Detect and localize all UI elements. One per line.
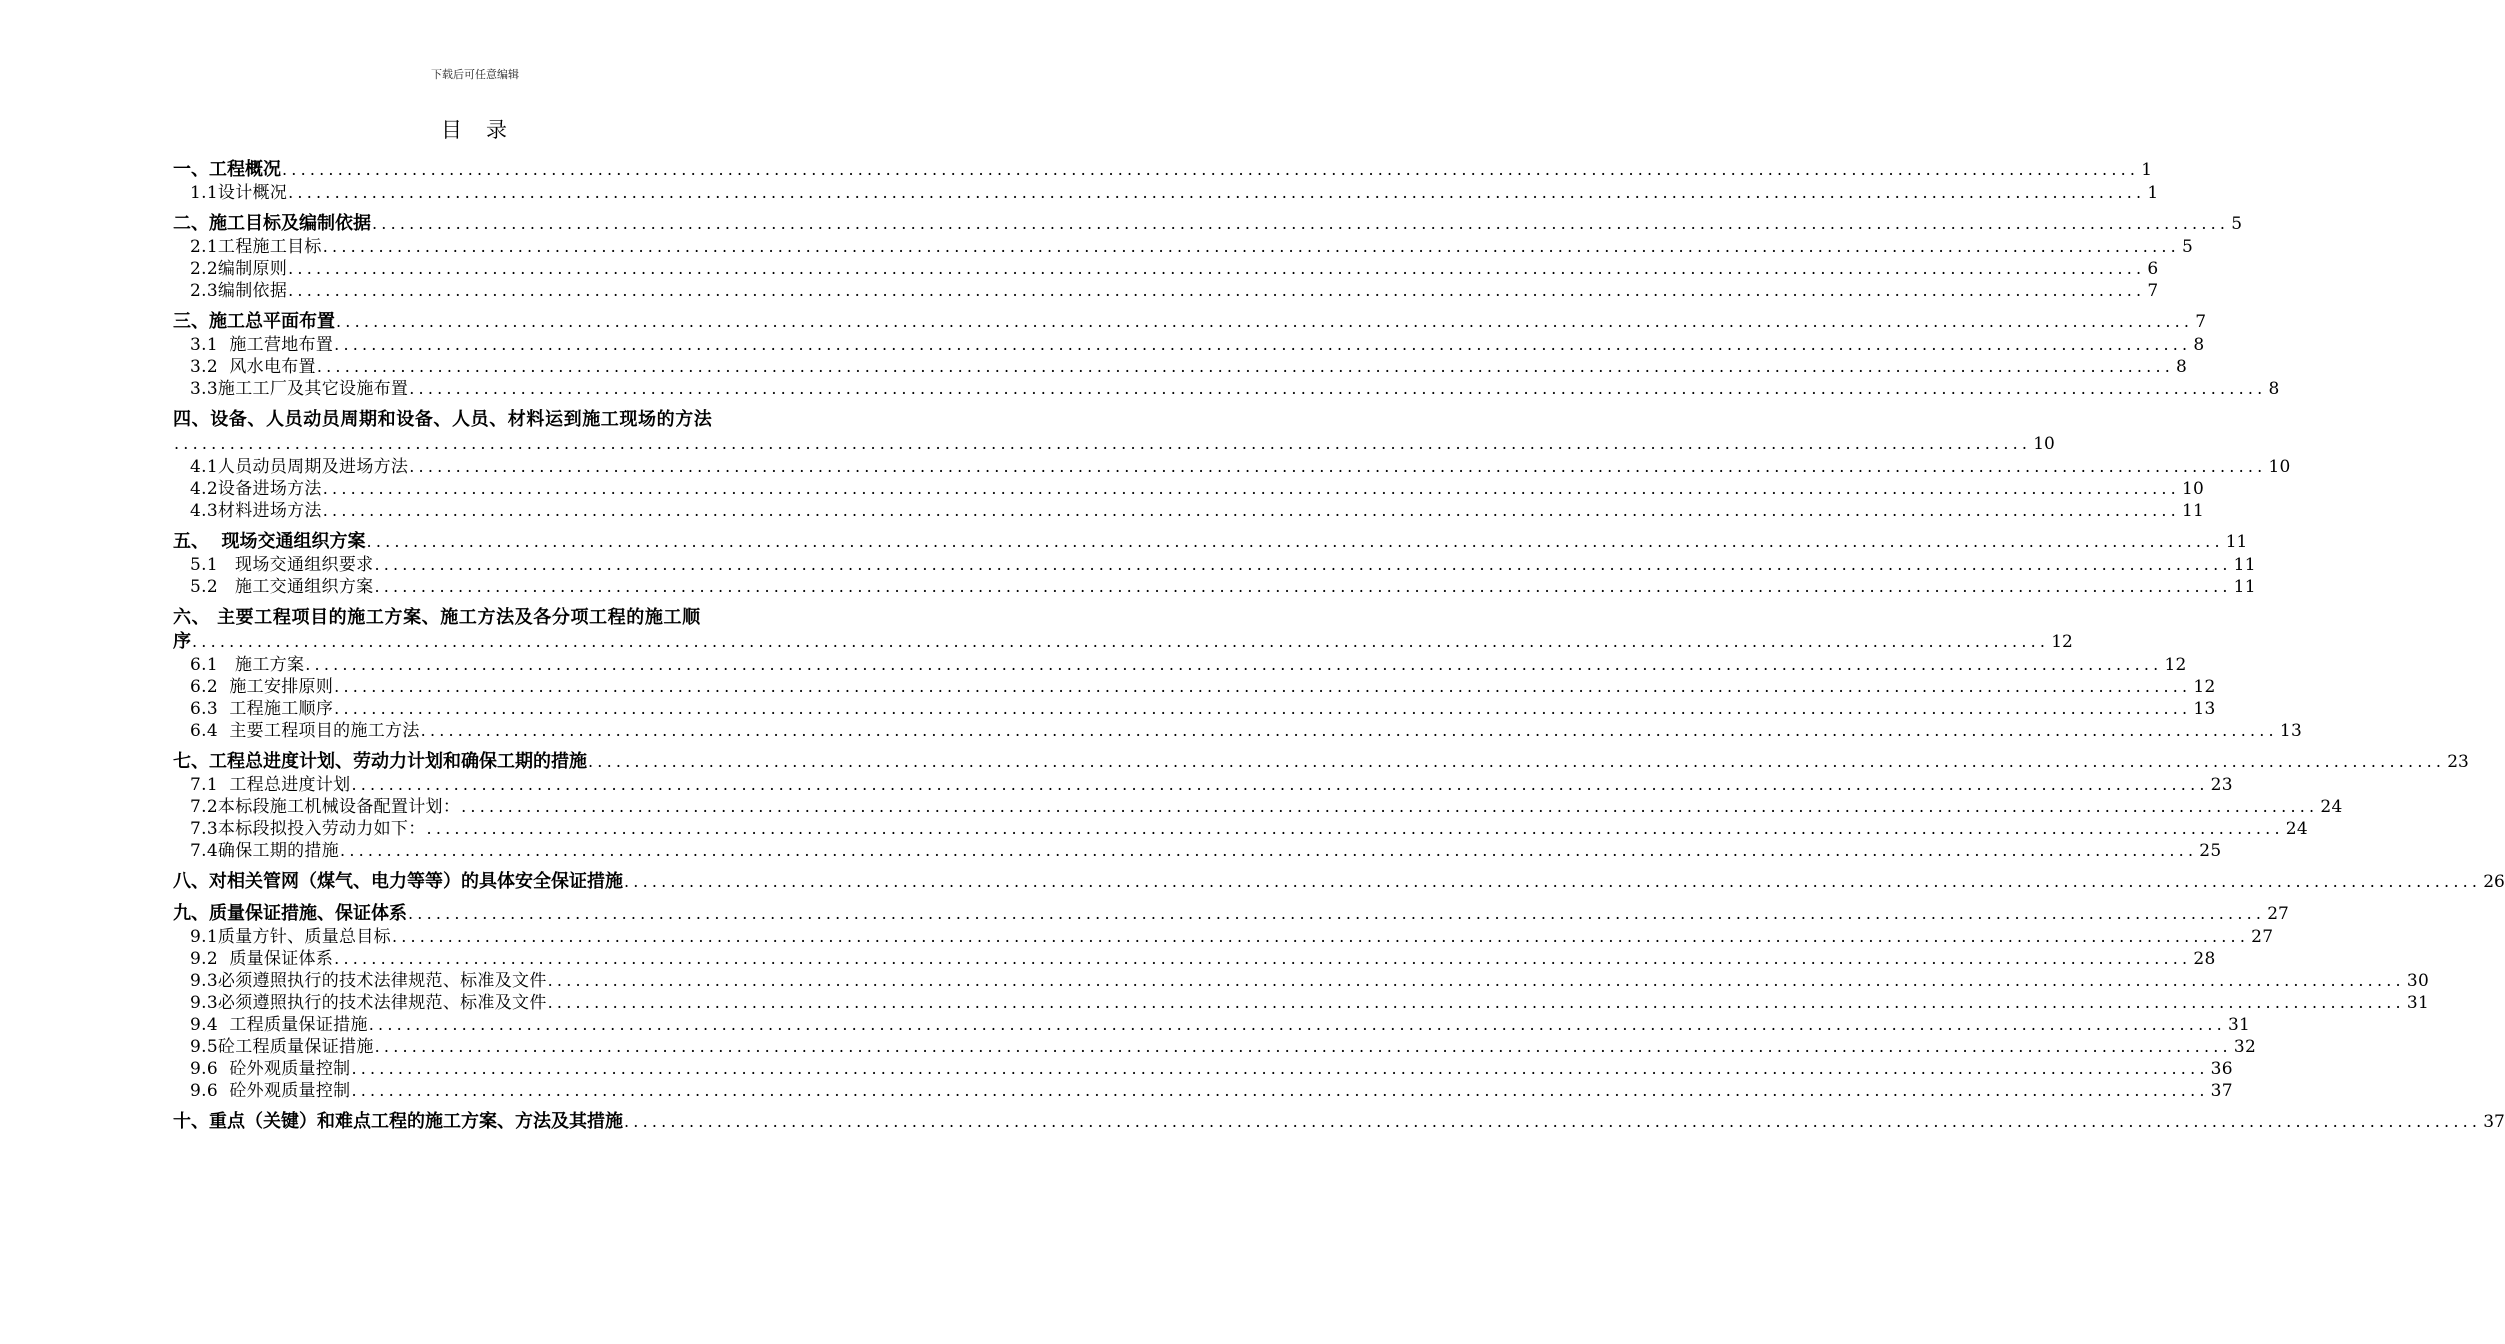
dot-leader: ........................................................................................................................................................................................................ xyxy=(322,501,2180,520)
toc-entry-level1[interactable] xyxy=(173,1110,2505,1134)
dot-leader: ........................................................................................................................................................................................................ xyxy=(288,183,2146,202)
dot-leader: ........................................................................................................................................................................................................ xyxy=(372,214,2230,233)
toc-entry-level2[interactable] xyxy=(173,1080,2233,1102)
toc-entry-level1[interactable] xyxy=(173,902,2289,926)
toc-entry-level2[interactable] xyxy=(173,818,2308,840)
toc-page-number: 30 xyxy=(2406,971,2430,991)
toc-entry-level2[interactable] xyxy=(173,182,2159,204)
toc-entry-label: 2.2编制原则 xyxy=(190,259,288,279)
dot-leader: ........................................................................................................................................................................................................ xyxy=(588,752,2446,771)
toc-entry-level1[interactable] xyxy=(173,212,2243,236)
toc-entry-label: 3.2 风水电布置 xyxy=(190,357,316,377)
toc-entry-level2[interactable] xyxy=(173,1058,2233,1080)
dot-leader: ........................................................................................................................................................................................................ xyxy=(391,927,2250,946)
title-right: 录 xyxy=(486,118,509,142)
toc-entry-label: 7.2本标段施工机械设备配置计划： xyxy=(190,797,461,817)
toc-entry-label: 八、对相关管网（煤气、电力等等）的具体安全保证措施 xyxy=(173,871,623,892)
toc-entry-level1[interactable] xyxy=(173,630,2073,654)
toc-entry-label: 5.1 现场交通组织要求 xyxy=(190,555,374,575)
toc-entry-level1[interactable] xyxy=(173,310,2207,334)
toc-entry-label: 十、重点（关键）和难点工程的施工方案、方法及其措施 xyxy=(173,1111,623,1132)
dot-leader: ........................................................................................................................................................................................................ xyxy=(351,1081,2209,1100)
dot-leader: ........................................................................................................................................................................................................ xyxy=(316,357,2175,376)
dot-leader: ........................................................................................................................................................................................................ xyxy=(351,775,2209,794)
toc-entry-level2[interactable] xyxy=(173,258,2159,280)
toc-entry-label: 9.2 质量保证体系 xyxy=(190,949,334,969)
dot-leader: ........................................................................................................................................................................................................ xyxy=(351,1059,2209,1078)
toc-entry-label: 2.1工程施工目标 xyxy=(190,237,322,257)
toc-page-number: 13 xyxy=(2279,721,2303,741)
dot-leader: ........................................................................................................................................................................................................ xyxy=(192,632,2050,651)
toc-entry-label: 9.3必须遵照执行的技术法律规范、标准及文件 xyxy=(190,971,547,991)
toc-entry-label: 9.4 工程质量保证措施 xyxy=(190,1015,368,1035)
dot-leader: ........................................................................................................................................................................................................ xyxy=(368,1015,2226,1034)
dot-leader: ........................................................................................................................................................................................................ xyxy=(624,1112,2482,1131)
dot-leader: ........................................................................................................................................................................................................ xyxy=(322,237,2180,256)
toc-page-number: 31 xyxy=(2406,993,2430,1013)
toc-heading-text[interactable]: 六、 主要工程项目的施工方案、施工方法及各分项工程的施工顺 xyxy=(173,607,701,628)
toc-entry-level2[interactable] xyxy=(173,456,2291,478)
toc-entry-level2[interactable] xyxy=(173,500,2205,522)
toc-entry-label: 9.3必须遵照执行的技术法律规范、标准及文件 xyxy=(190,993,547,1013)
toc-entry-label: 9.6 砼外观质量控制 xyxy=(190,1081,351,1101)
toc-entry-level2[interactable] xyxy=(173,236,2194,258)
dot-leader: ........................................................................................................................................................................................................ xyxy=(624,872,2482,891)
toc-entry-level2[interactable] xyxy=(173,796,2343,818)
toc-page-number: 12 xyxy=(2193,677,2216,697)
toc-entry-label: 3.3施工工厂及其它设施布置 xyxy=(190,379,409,399)
toc-entry-label: 3.1 施工营地布置 xyxy=(190,335,334,355)
toc-page-number: 8 xyxy=(2268,379,2280,399)
toc-entry-level1[interactable] xyxy=(173,750,2469,774)
dot-leader: ........................................................................................................................................................................................................ xyxy=(288,281,2146,300)
toc-entry-label: 2.3编制依据 xyxy=(190,281,288,301)
toc-entry-level2[interactable] xyxy=(173,554,2256,576)
toc-page-number: 11 xyxy=(2181,501,2205,521)
toc-entry-label: 五、 现场交通组织方案 xyxy=(173,531,366,552)
toc-entry-label: 序 xyxy=(173,631,191,652)
toc-page-number: 12 xyxy=(2051,632,2073,652)
toc-entry-label: 7.3本标段拟投入劳动力如下： xyxy=(190,819,426,839)
toc-entry-level2[interactable] xyxy=(173,334,2205,356)
toc-entry-level2[interactable] xyxy=(173,478,2205,500)
toc-entry-level2[interactable] xyxy=(173,992,2430,1014)
toc-entry-label: 5.2 施工交通组织方案 xyxy=(190,577,374,597)
dot-leader: ........................................................................................................................................................................................................ xyxy=(374,577,2232,596)
toc-page-number: 13 xyxy=(2193,699,2216,719)
toc-heading-text[interactable]: 四、设备、人员动员周期和设备、人员、材料运到施工现场的方法 xyxy=(173,409,713,430)
toc-page-number: 5 xyxy=(2181,237,2194,257)
dot-leader: ........................................................................................................................................................................................................ xyxy=(420,721,2278,740)
dot-leader: ........................................................................................................................................................................................................ xyxy=(409,379,2267,398)
toc-page-number: 11 xyxy=(2233,577,2256,597)
toc-entry-level2[interactable] xyxy=(173,576,2256,598)
toc-entry-label: 9.1质量方针、质量总目标 xyxy=(190,927,391,947)
toc-page-number: 37 xyxy=(2210,1081,2233,1101)
page-title xyxy=(0,114,950,144)
toc-page-number: 8 xyxy=(2176,357,2188,377)
table-of-contents xyxy=(173,158,2505,1134)
dot-leader: ........................................................................................................................................................................................................ xyxy=(426,819,2284,838)
toc-page-number: 1 xyxy=(2147,183,2159,203)
dot-leader: ........................................................................................................................................................................................................ xyxy=(340,841,2198,860)
toc-page-number: 24 xyxy=(2320,797,2343,817)
toc-entry-level2[interactable] xyxy=(173,1014,2251,1036)
toc-page-number: 6 xyxy=(2147,259,2159,279)
dot-leader: ........................................................................................................................................................................................................ xyxy=(547,971,2405,990)
dot-leader: ........................................................................................................................................................................................................ xyxy=(374,555,2232,574)
toc-entry-level2[interactable] xyxy=(173,970,2430,992)
toc-entry-label: 7.4确保工期的措施 xyxy=(190,841,340,861)
toc-page-number: 23 xyxy=(2447,752,2469,772)
toc-page-number: 23 xyxy=(2210,775,2233,795)
dot-leader: ........................................................................................................................................................................................................ xyxy=(334,335,2192,354)
toc-entry-level2[interactable] xyxy=(173,280,2159,302)
toc-page-number: 32 xyxy=(2233,1037,2257,1057)
dot-leader: ........................................................................................................................................................................................................ xyxy=(334,699,2192,718)
toc-page-number: 27 xyxy=(2267,904,2289,924)
toc-entry-label: 1.1设计概况 xyxy=(190,183,288,203)
toc-entry-label: 二、施工目标及编制依据 xyxy=(173,213,371,234)
toc-page-number: 11 xyxy=(2233,555,2256,575)
toc-entry-label: 4.1人员动员周期及进场方法 xyxy=(190,457,409,477)
toc-entry-label: 七、工程总进度计划、劳动力计划和确保工期的措施 xyxy=(173,751,587,772)
toc-page-number: 7 xyxy=(2195,312,2207,332)
toc-entry-label: 6.2 施工安排原则 xyxy=(190,677,334,697)
toc-entry-level1[interactable] xyxy=(173,870,2505,894)
toc-page-number: 8 xyxy=(2193,335,2205,355)
toc-page-number: 25 xyxy=(2199,841,2222,861)
toc-entry-label: 九、质量保证措施、保证体系 xyxy=(173,903,407,924)
toc-entry-level2[interactable] xyxy=(173,378,2280,400)
toc-page-number: 12 xyxy=(2164,655,2187,675)
toc-entry-label: 4.2设备进场方法 xyxy=(190,479,322,499)
toc-entry-label: 6.3 工程施工顺序 xyxy=(190,699,334,719)
dot-leader: ........................................................................................................................................................................................................ xyxy=(409,457,2267,476)
header-note: 下载后可任意编辑 xyxy=(431,68,519,81)
dot-leader: ........................................................................................................................................................................................................ xyxy=(334,949,2192,968)
toc-page-number: 10 xyxy=(2181,479,2205,499)
toc-entry-level2[interactable] xyxy=(173,774,2233,796)
dot-leader: ........................................................................................................................................................................................................ xyxy=(408,904,2266,923)
toc-entry-label: 9.5砼工程质量保证措施 xyxy=(190,1037,374,1057)
toc-entry-label: 6.4 主要工程项目的施工方法 xyxy=(190,721,420,741)
toc-entry-level2[interactable] xyxy=(173,698,2216,720)
toc-page-number: 11 xyxy=(2225,532,2248,552)
toc-entry-label: 7.1 工程总进度计划 xyxy=(190,775,351,795)
toc-entry-label: 三、施工总平面布置 xyxy=(173,311,335,332)
title-left: 目 xyxy=(441,118,464,142)
toc-page-number: 26 xyxy=(2483,872,2505,892)
toc-page-number: 28 xyxy=(2193,949,2216,969)
toc-page-number: 1 xyxy=(2141,160,2153,180)
toc-entry-level1[interactable] xyxy=(173,158,2153,182)
toc-page-number: 31 xyxy=(2227,1015,2251,1035)
toc-page-number: 37 xyxy=(2483,1112,2505,1132)
toc-entry-label: 6.1 施工方案 xyxy=(190,655,305,675)
toc-entry-level2[interactable] xyxy=(173,1036,2257,1058)
toc-entry-level2[interactable] xyxy=(173,840,2222,862)
toc-entry-level2[interactable] xyxy=(173,926,2274,948)
toc-page-number: 5 xyxy=(2231,214,2243,234)
toc-entry-level2[interactable] xyxy=(173,720,2303,742)
toc-entry-level1[interactable] xyxy=(173,432,2055,456)
dot-leader: ........................................................................................................................................................................................................ xyxy=(547,993,2405,1012)
dot-leader: ........................................................................................................................................................................................................ xyxy=(288,259,2146,278)
dot-leader: ........................................................................................................................................................................................................ xyxy=(334,677,2192,696)
toc-entry-label: 4.3材料进场方法 xyxy=(190,501,322,521)
dot-leader: ........................................................................................................................................................................................................ xyxy=(305,655,2163,674)
toc-entry-label: 一、工程概况 xyxy=(173,159,281,180)
dot-leader: ........................................................................................................................................................................................................ xyxy=(282,160,2140,179)
dot-leader: ........................................................................................................................................................................................................ xyxy=(366,532,2224,551)
toc-page-number: 10 xyxy=(2033,434,2055,454)
toc-entry-level2[interactable] xyxy=(173,654,2187,676)
dot-leader: ........................................................................................................................................................................................................ xyxy=(336,312,2194,331)
toc-page-number: 10 xyxy=(2268,457,2291,477)
dot-leader: ........................................................................................................................................................................................................ xyxy=(174,434,2032,453)
toc-entry-level2[interactable] xyxy=(173,356,2188,378)
dot-leader: ........................................................................................................................................................................................................ xyxy=(374,1037,2232,1056)
toc-page-number: 36 xyxy=(2210,1059,2233,1079)
dot-leader: ........................................................................................................................................................................................................ xyxy=(461,797,2319,816)
dot-leader: ........................................................................................................................................................................................................ xyxy=(322,479,2180,498)
toc-entry-label: 9.6 砼外观质量控制 xyxy=(190,1059,351,1079)
toc-page-number: 7 xyxy=(2147,281,2159,301)
toc-page-number: 24 xyxy=(2285,819,2308,839)
toc-entry-level1[interactable] xyxy=(173,530,2248,554)
toc-entry-level2[interactable] xyxy=(173,676,2216,698)
toc-page-number: 27 xyxy=(2251,927,2274,947)
toc-entry-level2[interactable] xyxy=(173,948,2216,970)
